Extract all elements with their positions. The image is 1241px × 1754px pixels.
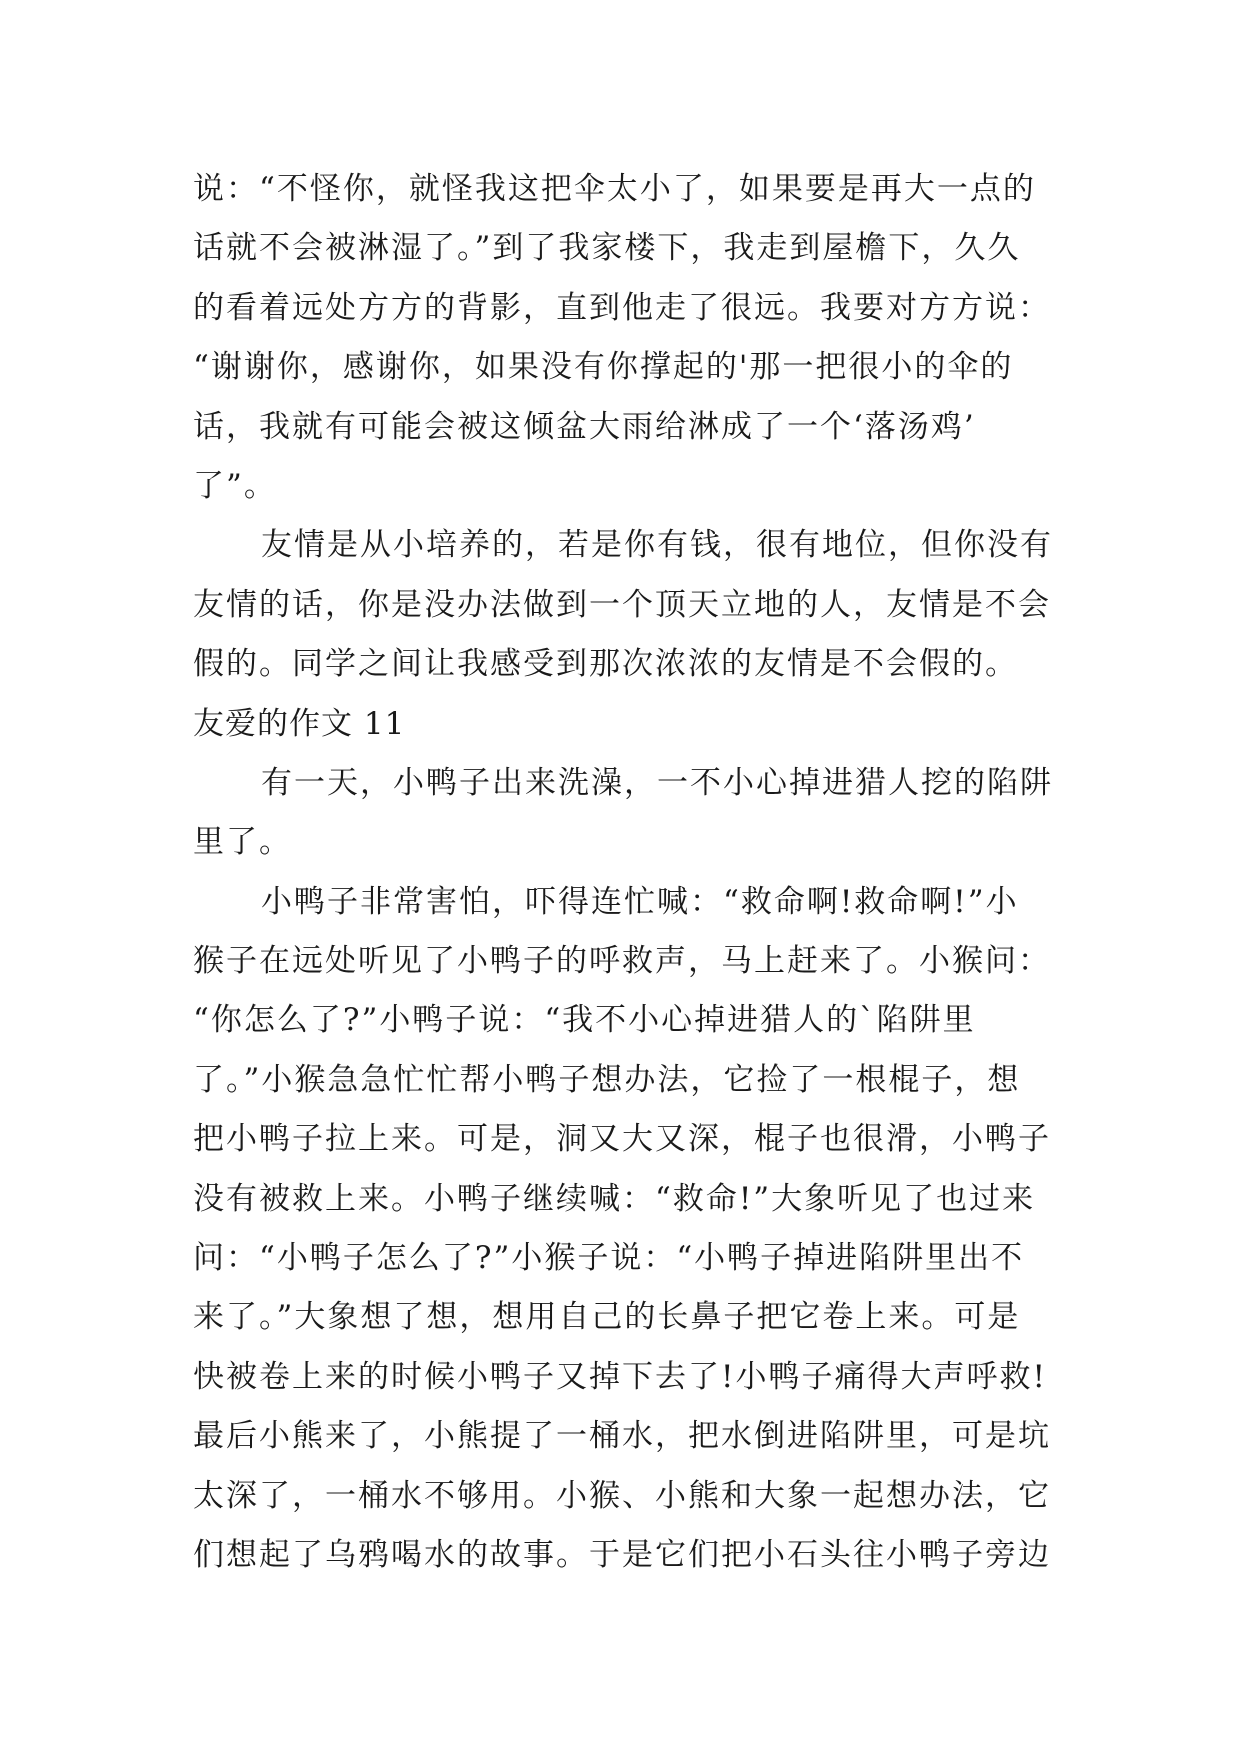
text-line: 来了。”大象想了想，想用自己的长鼻子把它卷上来。可是 (193, 1299, 1021, 1336)
text-line: 里了。 (193, 824, 292, 861)
paragraph-start-line: 小鸭子非常害怕，吓得连忙喊：“救命啊!救命啊!”小 (261, 883, 1019, 920)
text-line: 了。”小猴急急忙忙帮小鸭子想办法，它捡了一根棍子，想 (193, 1061, 1021, 1098)
text-line: 猴子在远处听见了小鸭子的呼救声，马上赶来了。小猴问： (193, 943, 1051, 980)
text-line: 把小鸭子拉上来。可是，洞又大又深，棍子也很滑，小鸭子 (193, 1121, 1051, 1158)
text-line: 话就不会被淋湿了。”到了我家楼下，我走到屋檐下，久久 (193, 230, 1021, 267)
text-line: 太深了，一桶水不够用。小猴、小熊和大象一起想办法，它 (193, 1477, 1051, 1514)
paragraph-start-line: 有一天，小鸭子出来洗澡，一不小心掉进猎人挖的陷阱 (261, 764, 1053, 801)
text-line: 假的。同学之间让我感受到那次浓浓的友情是不会假的。 (193, 646, 1018, 683)
text-line: 问：“小鸭子怎么了?”小猴子说：“小鸭子掉进陷阱里出不 (193, 1240, 1025, 1277)
text-line: 最后小熊来了，小熊提了一桶水，把水倒进陷阱里，可是坑 (193, 1418, 1051, 1455)
paragraph-start-line: 友情是从小培养的，若是你有钱，很有地位，但你没有 (261, 527, 1053, 564)
document-body (193, 160, 1055, 1585)
text-line: “你怎么了?”小鸭子说：“我不小心掉进猎人的`陷阱里 (193, 1002, 976, 1039)
text-line: 说：“不怪你，就怪我这把伞太小了，如果要是再大一点的 (193, 171, 1036, 207)
text-line: “谢谢你，感谢你，如果没有你撑起的'那一把很小的伞的 (193, 349, 1014, 386)
text-line: 们想起了乌鸦喝水的故事。于是它们把小石头往小鸭子旁边 (193, 1536, 1051, 1573)
section-heading: 友爱的作文 11 (193, 705, 406, 742)
text-line: 的看着远处方方的背影，直到他走了很远。我要对方方说： (193, 289, 1051, 326)
text-line: 了”。 (193, 467, 277, 504)
text-line: 话，我就有可能会被这倾盆大雨给淋成了一个‘落汤鸡’ (193, 408, 976, 445)
text-line: 没有被救上来。小鸭子继续喊：“救命!”大象听见了也过来 (193, 1180, 1036, 1217)
text-line: 友情的话，你是没办法做到一个顶天立地的人，友情是不会 (193, 586, 1051, 623)
text-line: 快被卷上来的时候小鸭子又掉下去了!小鸭子痛得大声呼救! (193, 1358, 1047, 1395)
